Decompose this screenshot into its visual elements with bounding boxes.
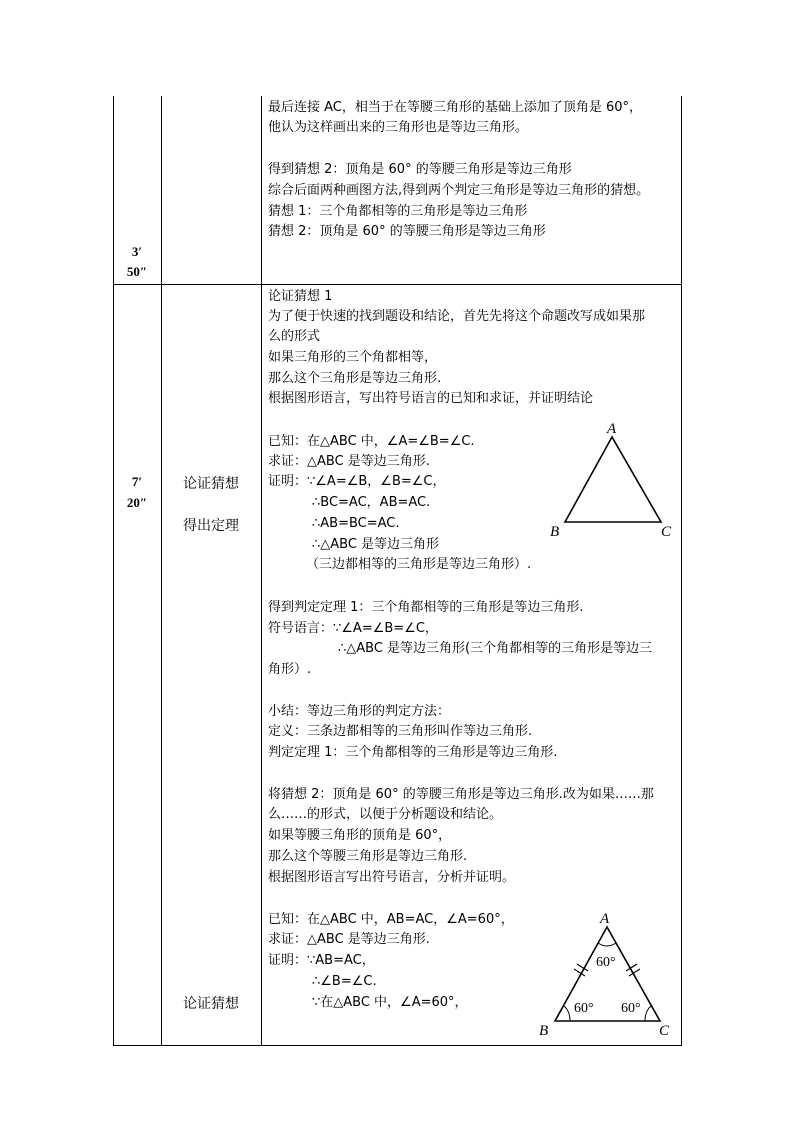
proof1-step-3: ∴AB=BC=AC. [312, 516, 400, 531]
proof2-step-1: 证明：∵AB=AC， [268, 953, 375, 968]
angle-label-c: 60° [621, 1001, 641, 1016]
proof2-prove: 求证：△ABC 是等边三角形. [268, 932, 430, 947]
topic-prove-conjecture: 论证猜想 [183, 476, 239, 492]
conj1-heading: 论证猜想 1 [268, 289, 333, 304]
triangle-figure-1 [540, 415, 680, 545]
proof1-step-4: ∴△ABC 是等边三角形 [312, 537, 440, 552]
row2-time-min: 7′ [131, 474, 143, 489]
conj1-line-2: 为了便于快速的找到题设和结论，首先先将这个命题改写成如果那 [268, 309, 646, 324]
angle-label-b: 60° [574, 1001, 594, 1016]
conj2-line-5: 根据图形语言写出符号语言，分析并证明。 [268, 870, 516, 885]
theorem-line-4: 角形）. [268, 662, 312, 677]
proof2-step-2: ∴∠B=∠C. [312, 974, 377, 989]
row1-line-7: 猜想 2：顶角是 60° 的等腰三角形是等边三角形 [268, 224, 546, 239]
row1-line-1: 最后连接 AC，相当于在等腰三角形的基础上添加了顶角是 60°， [268, 100, 643, 115]
table-border-left [113, 96, 114, 1046]
row1-time-min: 3′ [131, 244, 143, 259]
conj1-line-6: 根据图形语言，写出符号语言的已知和求证，并证明结论 [268, 391, 594, 406]
triangle-2-label-c: C [659, 1023, 670, 1039]
table-border-col1 [161, 96, 162, 1046]
topic-prove-conjecture-2: 论证猜想 [183, 996, 239, 1012]
table-row-divider [113, 284, 682, 285]
table-border-right [681, 96, 682, 1046]
conj1-line-3: 么的形式 [268, 329, 321, 344]
angle-arc-b [564, 1006, 570, 1021]
row1-time-sec: 50″ [126, 264, 148, 279]
triangle-1-shape [565, 437, 661, 522]
theorem-line-2: 符号语言：∵∠A=∠B=∠C， [268, 621, 438, 636]
summary-line-1: 小结：等边三角形的判定方法： [268, 704, 451, 719]
table-border-col2 [261, 96, 262, 1046]
proof1-given: 已知：在△ABC 中，∠A=∠B=∠C. [268, 434, 475, 449]
row1-line-2: 他认为这样画出来的三角形也是等边三角形。 [268, 120, 529, 135]
proof1-reason: （三边都相等的三角形是等边三角形）. [306, 557, 532, 572]
row1-line-5: 综合后面两种画图方法,得到两个判定三角形是等边三角形的猜想。 [268, 183, 650, 198]
proof2-step-3: ∵在△ABC 中，∠A=60°， [312, 995, 468, 1010]
triangle-2-label-b: B [539, 1023, 549, 1039]
conj1-line-4: 如果三角形的三个角都相等， [268, 350, 438, 365]
theorem-line-1: 得到判定定理 1：三个角都相等的三角形是等边三角形. [268, 600, 584, 615]
angle-label-a: 60° [596, 955, 616, 970]
triangle-1-label-a: A [607, 421, 617, 437]
triangle-2-label-a: A [600, 911, 610, 927]
proof1-prove: 求证：△ABC 是等边三角形. [268, 454, 430, 469]
summary-line-3: 判定定理 1：三个角都相等的三角形是等边三角形. [268, 745, 558, 760]
row2-time-sec: 20″ [126, 495, 148, 510]
theorem-line-3: ∴△ABC 是等边三角形(三个角都相等的三角形是等边三 [338, 641, 653, 656]
conj1-line-5: 那么这个三角形是等边三角形. [268, 371, 442, 386]
conj2-line-1: 将猜想 2：顶角是 60° 的等腰三角形是等边三角形.改为如果……那 [268, 787, 654, 802]
conj2-line-3: 如果等腰三角形的顶角是 60°， [268, 828, 452, 843]
triangle-2-shape [555, 927, 660, 1021]
triangle-figure-2 [530, 905, 680, 1045]
proof1-step-2: ∴BC=AC，AB=AC. [312, 495, 431, 510]
angle-arc-a [598, 943, 616, 946]
angle-arc-c [645, 1006, 651, 1021]
conj2-line-2: 么……的形式，以便于分析题设和结论。 [268, 807, 503, 822]
summary-line-2: 定义：三条边都相等的三角形叫作等边三角形. [268, 724, 533, 739]
proof1-step-1: 证明：∵∠A=∠B，∠B=∠C， [268, 474, 446, 489]
triangle-1-label-b: B [550, 524, 560, 540]
triangle-1-label-c: C [661, 524, 672, 540]
conj2-line-4: 那么这个等腰三角形是等边三角形. [268, 849, 468, 864]
topic-derive-theorem: 得出定理 [183, 518, 239, 534]
table-border-bottom [113, 1045, 682, 1046]
row1-line-4: 得到猜想 2：顶角是 60° 的等腰三角形是等边三角形 [268, 162, 572, 177]
row1-line-6: 猜想 1：三个角都相等的三角形是等边三角形 [268, 204, 528, 219]
proof2-given: 已知：在△ABC 中，AB=AC，∠A=60°， [268, 912, 514, 927]
